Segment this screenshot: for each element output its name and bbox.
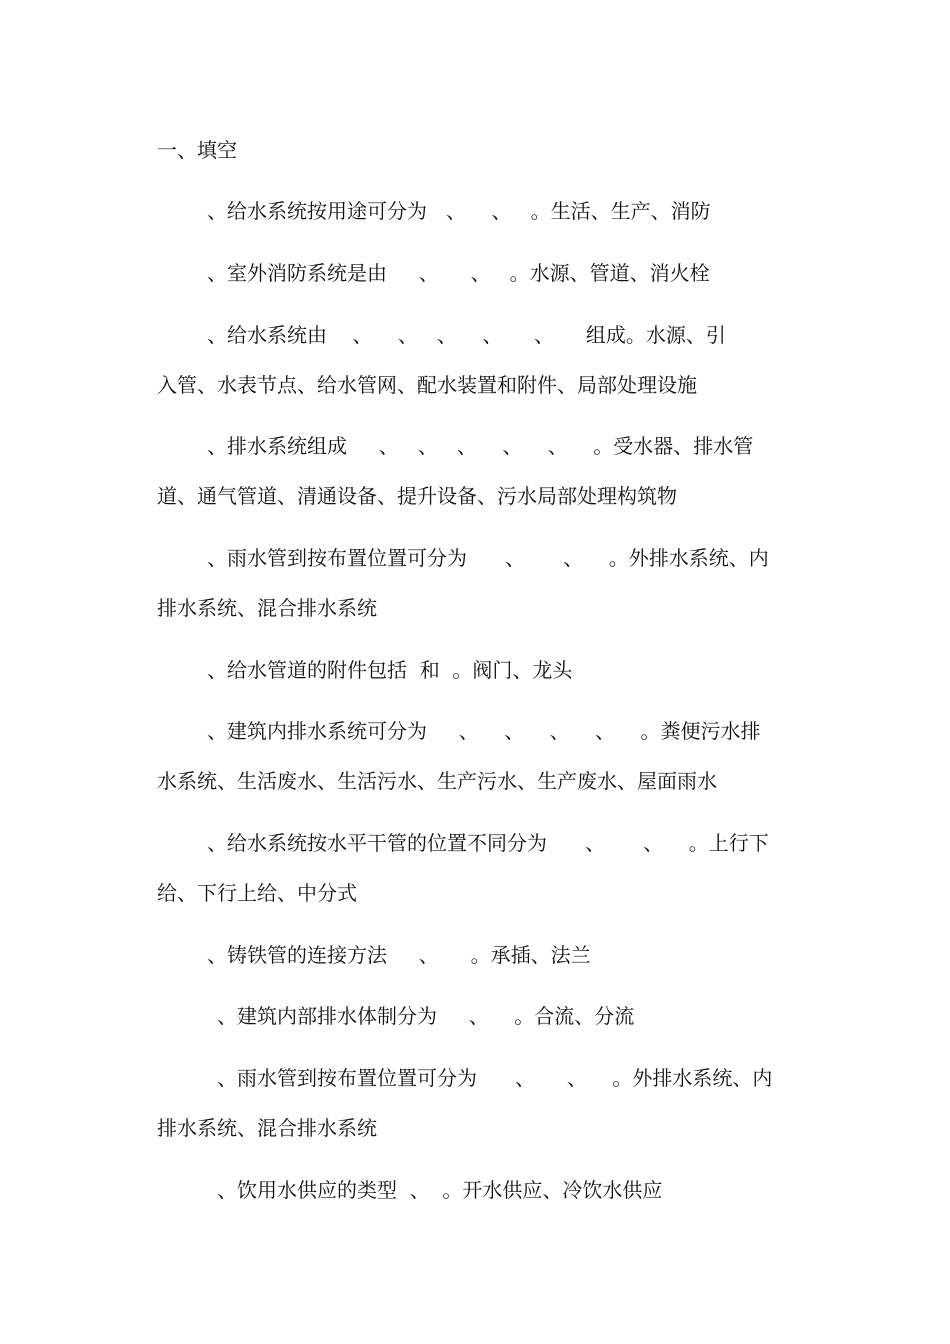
question-item-8-continuation: 给、下行上给、中分式 <box>157 881 357 905</box>
question-item-7: 、建筑内排水系统可分为 、 、 、 、 。粪便污水排 <box>207 719 761 743</box>
question-item-9: 、铸铁管的连接方法 、 。承插、法兰 <box>207 943 591 967</box>
question-item-11-continuation: 排水系统、混合排水系统 <box>157 1116 377 1140</box>
question-item-5: 、雨水管到按布置位置可分为 、 、 。外排水系统、内 <box>207 546 769 570</box>
question-item-3: 、给水系统由 、 、 、 、 、 组成。水源、引 <box>207 323 726 347</box>
question-item-5-continuation: 排水系统、混合排水系统 <box>157 596 377 620</box>
question-item-7-continuation: 水系统、生活废水、生活污水、生产污水、生产废水、屋面雨水 <box>157 769 717 793</box>
question-item-10: 、建筑内部排水体制分为 、 。合流、分流 <box>217 1004 635 1028</box>
question-item-6: 、给水管道的附件包括 和 。阀门、龙头 <box>207 658 573 682</box>
section-title: 一、填空 <box>157 138 237 162</box>
question-item-1: 、给水系统按用途可分为 、 、 。生活、生产、消防 <box>207 199 711 223</box>
question-item-2: 、室外消防系统是由 、 、 。水源、管道、消火栓 <box>207 261 710 285</box>
question-item-4-continuation: 道、通气管道、清通设备、提升设备、污水局部处理构筑物 <box>157 484 677 508</box>
question-item-4: 、排水系统组成 、 、 、 、 、 。受水器、排水管 <box>207 434 754 458</box>
question-item-11: 、雨水管到按布置位置可分为 、 、 。外排水系统、内 <box>217 1066 773 1090</box>
question-item-12: 、饮用水供应的类型 、 。开水供应、冷饮水供应 <box>217 1178 663 1202</box>
question-item-8: 、给水系统按水平干管的位置不同分为 、 、 。上行下 <box>207 831 769 855</box>
question-item-3-continuation: 入管、水表节点、给水管网、配水装置和附件、局部处理设施 <box>157 373 697 397</box>
